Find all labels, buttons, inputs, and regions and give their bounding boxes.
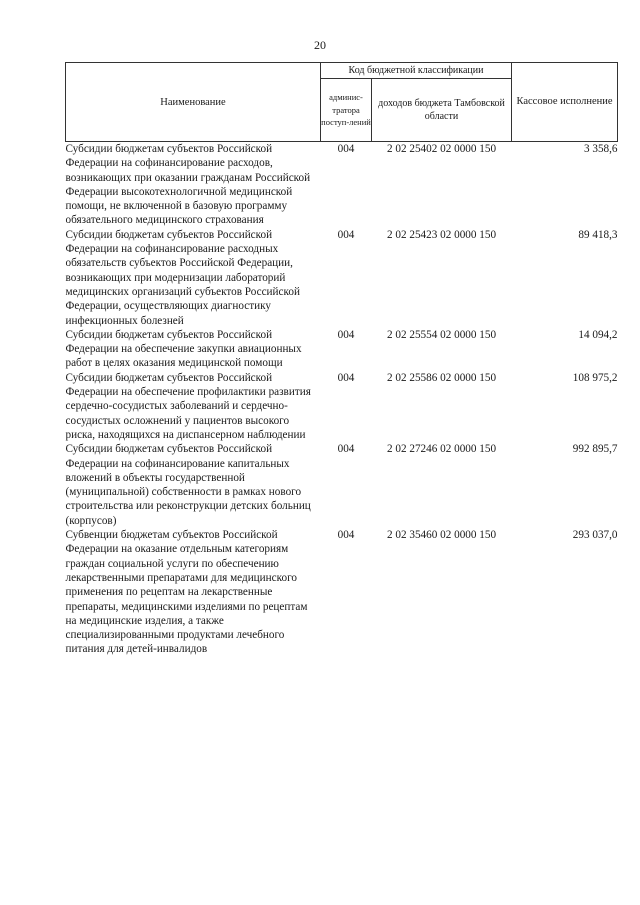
row-amount: 293 037,0: [572, 529, 618, 542]
table-row: [66, 228, 618, 328]
row-admin-code: 004: [337, 371, 355, 384]
table-row: [66, 442, 618, 528]
row-amount: 14 094,2: [578, 328, 618, 341]
row-name: Субсидии бюджетам субъектов Российской Федерации на софинансирование расходных обязательств субъектов Российской Федерации, возникающих при модернизации лабораторий медицинских организаций субъектов Российской Федерации, осуществляющих диагностику инфекционных болезней: [65, 228, 300, 327]
row-name: Субвенции бюджетам субъектов Российской Федерации на оказание отдельным категориям граждан социальной услуги по обеспечению лекарственными препаратами для медицинского применения по рецептам на лекарственные препараты, медицинскими изделиями по рецептам на медицинские изделия, а также специализированными продуктами лечебного питания для детей-инвалидов: [65, 529, 308, 656]
budget-table: [65, 62, 618, 657]
table-row: [66, 528, 618, 657]
row-name: Субсидии бюджетам субъектов Российской Федерации на обеспечение профилактики развития сердечно-сосудистых заболеваний и сердечно-сосудистых осложнений у пациентов высокого риска, находящихся на диспансерном наблюдении: [65, 371, 311, 441]
row-amount: 89 418,3: [578, 228, 618, 241]
row-amount: 3 358,6: [583, 143, 618, 155]
header-code-group: Код бюджетной классификации: [321, 63, 512, 79]
header-amount: Кассовое исполнение: [512, 63, 618, 142]
header-income: доходов бюджета Тамбовской области: [372, 79, 512, 142]
row-income-code: 2 02 35460 02 0000 150: [386, 529, 497, 542]
header-name: Наименование: [66, 63, 321, 142]
row-admin-code: 004: [337, 529, 355, 542]
row-amount: 992 895,7: [572, 443, 618, 456]
page-number: 20: [314, 38, 326, 52]
row-name: Субсидии бюджетам субъектов Российской Федерации на обеспечение закупки авиационных работ в целях оказания медицинской помощи: [65, 328, 302, 370]
row-name: Субсидии бюджетам субъектов Российской Федерации на софинансирование расходов, возникающих при оказании гражданам Российской Федерации высокотехнологичной медицинской помощи, не включенной в базовую программу обязательного медицинского страхования: [65, 143, 311, 227]
table-row: [66, 142, 618, 228]
table-header-row: [66, 63, 618, 79]
table-row: [66, 328, 618, 371]
row-income-code: 2 02 25402 02 0000 150: [386, 143, 497, 155]
table-row: [66, 371, 618, 442]
row-income-code: 2 02 25586 02 0000 150: [386, 371, 497, 384]
row-admin-code: 004: [337, 143, 355, 155]
row-admin-code: 004: [337, 443, 355, 456]
row-admin-code: 004: [337, 228, 355, 241]
row-income-code: 2 02 27246 02 0000 150: [386, 443, 497, 456]
row-name: Субсидии бюджетам субъектов Российской Федерации на софинансирование капитальных вложений в объекты государственной (муниципальной) собственности в рамках нового строительства или реконструкции детских больниц (корпусов): [65, 443, 311, 527]
row-admin-code: 004: [337, 328, 355, 341]
header-admin: админис-тратора поступ-лений: [321, 79, 372, 142]
row-income-code: 2 02 25554 02 0000 150: [386, 328, 497, 341]
row-income-code: 2 02 25423 02 0000 150: [386, 228, 497, 241]
row-amount: 108 975,2: [572, 371, 618, 384]
